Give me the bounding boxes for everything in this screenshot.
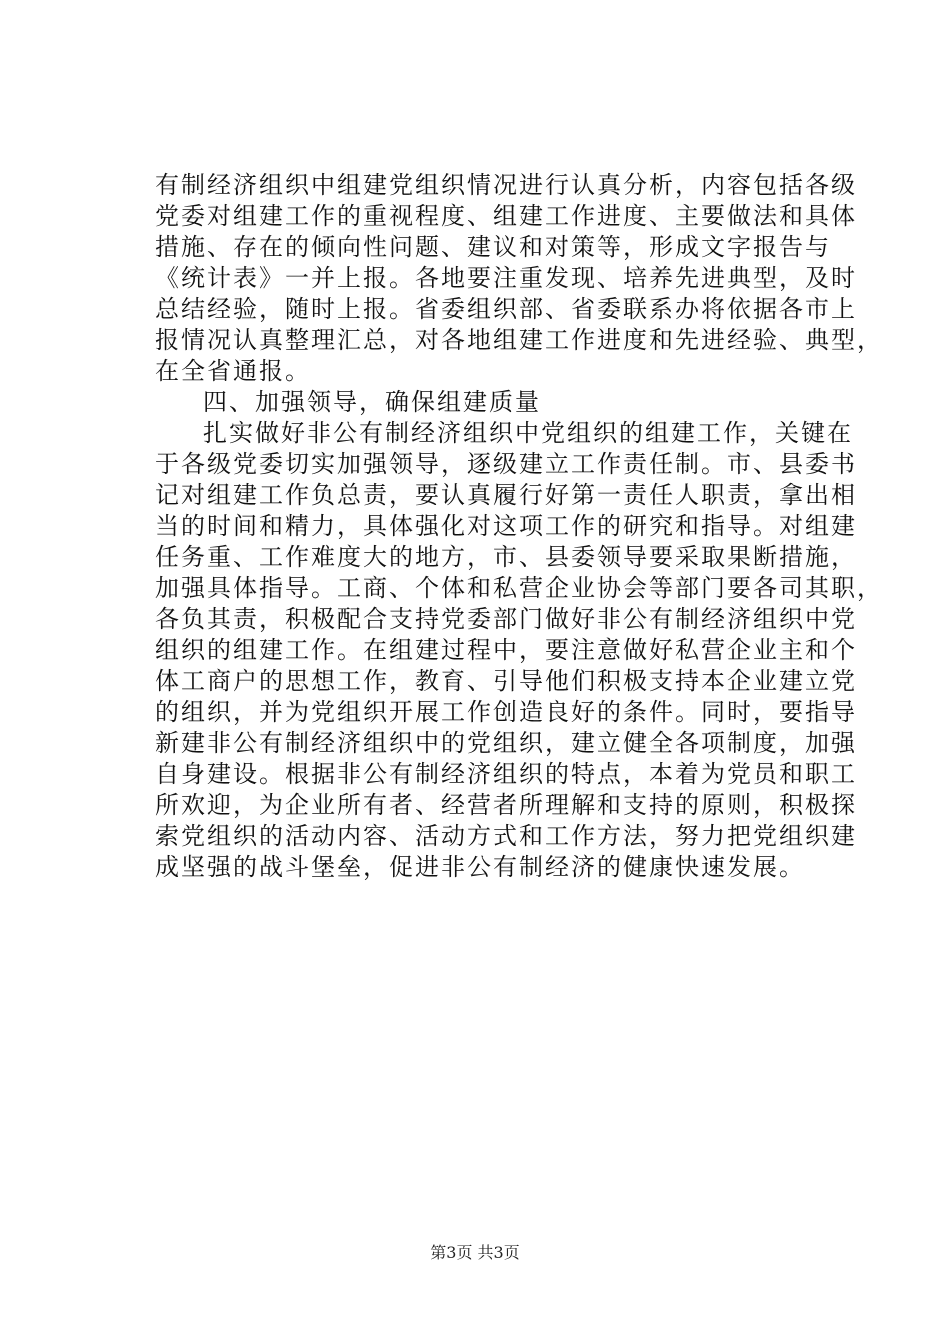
paragraph-line: 新建非公有制经济组织中的党组织，建立健全各项制度，加强	[155, 729, 857, 757]
paragraph-line: 各负其责，积极配合支持党委部门做好非公有制经济组织中党	[155, 605, 857, 633]
paragraph-line: 索党组织的活动内容、活动方式和工作方法，努力把党组织建	[155, 822, 857, 850]
paragraph-line: 记对组建工作负总责，要认真履行好第一责任人职责，拿出相	[155, 481, 857, 509]
paragraph-line: 扎实做好非公有制经济组织中党组织的组建工作，关键在	[203, 419, 853, 447]
paragraph-line: 自身建设。根据非公有制经济组织的特点，本着为党员和职工	[155, 760, 857, 788]
paragraph-line: 有制经济组织中组建党组织情况进行认真分析，内容包括各级	[155, 171, 857, 199]
paragraph-line: 措施、存在的倾向性问题、建议和对策等，形成文字报告与	[155, 233, 831, 261]
paragraph-line: 任务重、工作难度大的地方，市、县委领导要采取果断措施，	[155, 543, 857, 571]
paragraph-line: 体工商户的思想工作，教育、引导他们积极支持本企业建立党	[155, 667, 857, 695]
paragraph-line: 总结经验，随时上报。省委组织部、省委联系办将依据各市上	[155, 295, 857, 323]
document-body	[155, 170, 883, 883]
paragraph-line: 所欢迎，为企业所有者、经营者所理解和支持的原则，积极探	[155, 791, 857, 819]
paragraph-line: 的组织，并为党组织开展工作创造良好的条件。同时，要指导	[155, 698, 857, 726]
paragraph-line: 党委对组建工作的重视程度、组建工作进度、主要做法和具体	[155, 202, 857, 230]
paragraph-line: 报情况认真整理汇总，对各地组建工作进度和先进经验、典型，	[155, 326, 883, 354]
paragraph-line: 《统计表》一并上报。各地要注重发现、培养先进典型，及时	[155, 264, 857, 292]
paragraph-line: 在全省通报。	[155, 357, 311, 385]
paragraph-line: 成坚强的战斗堡垒，促进非公有制经济的健康快速发展。	[155, 853, 805, 881]
section-heading: 四、加强领导，确保组建质量	[203, 388, 541, 416]
paragraph-line: 当的时间和精力，具体强化对这项工作的研究和指导。对组建	[155, 512, 857, 540]
paragraph-line: 于各级党委切实加强领导，逐级建立工作责任制。市、县委书	[155, 450, 857, 478]
paragraph-line: 加强具体指导。工商、个体和私营企业协会等部门要各司其职，	[155, 574, 883, 602]
paragraph-line: 组织的组建工作。在组建过程中，要注意做好私营企业主和个	[155, 636, 857, 664]
page-number-footer: 第3页 共3页	[430, 1243, 520, 1262]
